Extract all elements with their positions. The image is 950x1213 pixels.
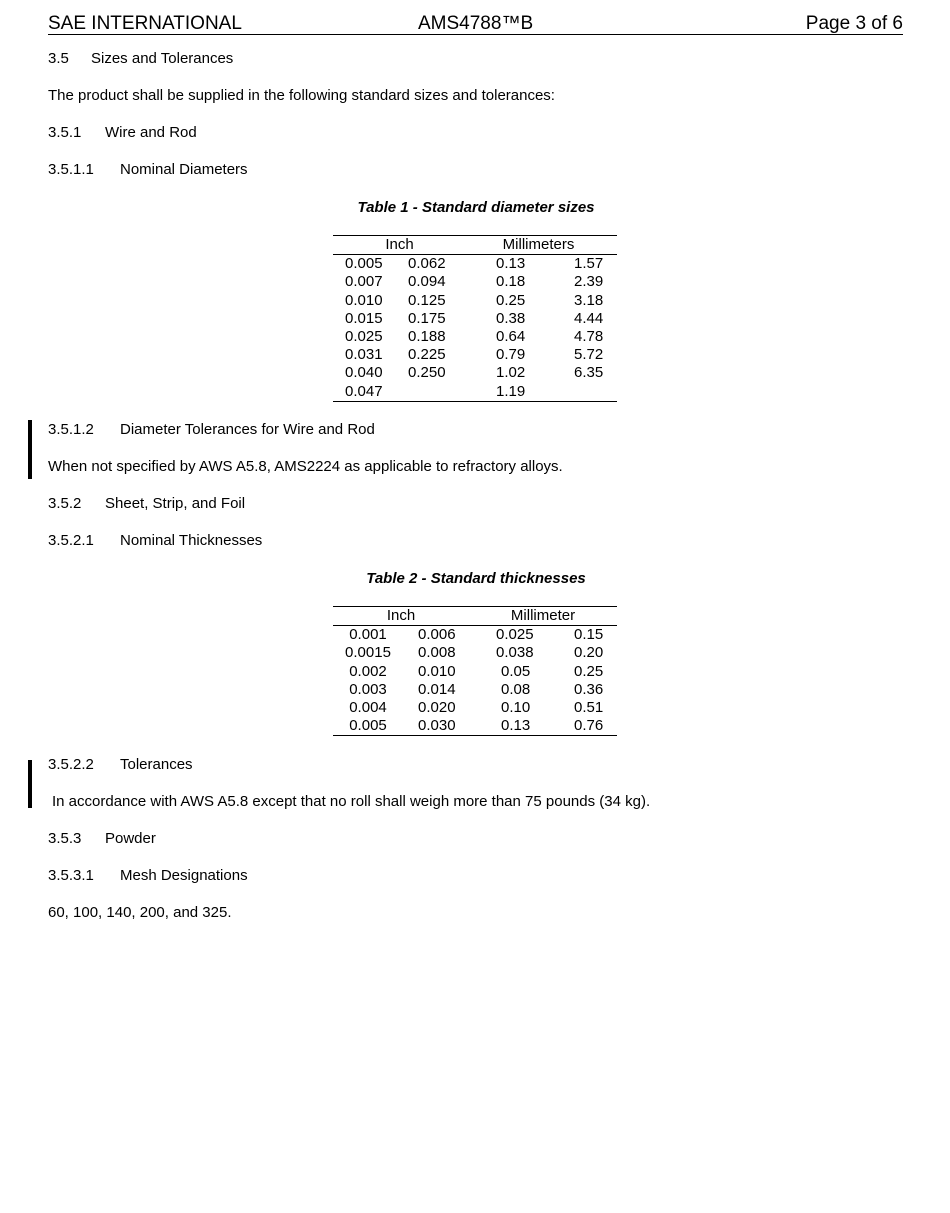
table-cell: 0.20 — [574, 644, 604, 662]
section-number: 3.5.1 — [48, 124, 82, 141]
table-cell: 0.36 — [574, 680, 604, 698]
table-cell: 1.02 — [496, 364, 526, 382]
table-cell: 0.0015 — [345, 644, 391, 662]
table-cell: 1.19 — [496, 382, 526, 400]
section-title: Nominal Diameters — [120, 161, 248, 178]
heading-3-5-1-2 — [48, 421, 375, 439]
table-cell: 0.225 — [408, 346, 446, 364]
table-row — [333, 364, 617, 382]
table-cell: 1.57 — [574, 255, 604, 273]
table-cell: 0.51 — [574, 699, 604, 717]
table-header-row — [333, 236, 617, 255]
heading-3-5 — [48, 50, 233, 68]
table-cell: 0.025 — [496, 626, 534, 644]
section-title: Sizes and Tolerances — [91, 50, 234, 67]
heading-3-5-2-1 — [48, 532, 262, 550]
table-cell: 6.35 — [574, 364, 604, 382]
table-cell: 0.008 — [418, 644, 456, 662]
revision-change-bar — [28, 420, 32, 479]
table-cell: 0.015 — [345, 309, 383, 327]
table2-standard-thicknesses — [333, 606, 617, 736]
table-cell: 0.175 — [408, 309, 446, 327]
table-cell: 0.094 — [408, 273, 446, 291]
table-row — [333, 717, 617, 736]
table-cell: 0.64 — [496, 328, 526, 346]
table-cell: 0.005 — [345, 255, 383, 273]
table-row — [333, 346, 617, 364]
table-cell: 0.250 — [408, 364, 446, 382]
column-header-millimeters: Millimeters — [502, 236, 575, 254]
paragraph-3-5-1-2: When not specified by AWS A5.8, AMS2224 as applicable to refractory alloys. — [48, 458, 563, 475]
table-cell: 0.003 — [349, 680, 387, 698]
table-cell: 0.040 — [345, 364, 383, 382]
table1-diameter-sizes — [333, 235, 617, 402]
table-row — [333, 310, 617, 328]
table-cell: 0.25 — [496, 291, 526, 309]
heading-3-5-2-2 — [48, 756, 193, 774]
paragraph-3-5-2-2: In accordance with AWS A5.8 except that no roll shall weigh more than 75 pounds (34 kg). — [52, 793, 651, 810]
section-number: 3.5.1.2 — [48, 421, 94, 438]
section-title: Powder — [105, 830, 156, 847]
section-number: 3.5.1.1 — [48, 161, 94, 178]
table-row — [333, 681, 617, 699]
table-row — [333, 626, 617, 645]
heading-3-5-1-1 — [48, 161, 248, 179]
section-title: Mesh Designations — [120, 867, 248, 884]
table-cell: 0.125 — [408, 291, 446, 309]
section-title: Wire and Rod — [105, 124, 197, 141]
table-cell: 0.038 — [496, 644, 534, 662]
paragraph-3-5-3-1: 60, 100, 140, 200, and 325. — [48, 904, 232, 921]
section-title: Nominal Thicknesses — [120, 532, 263, 549]
table-cell: 0.062 — [408, 255, 446, 273]
table-cell: 3.18 — [574, 291, 604, 309]
page-header — [48, 12, 903, 35]
table-cell: 0.005 — [349, 717, 387, 735]
table-header-row — [333, 607, 617, 626]
table-row — [333, 255, 617, 274]
table-cell: 0.014 — [418, 680, 456, 698]
table-cell: 0.25 — [574, 662, 604, 680]
table-cell: 0.38 — [496, 309, 526, 327]
table-cell: 0.007 — [345, 273, 383, 291]
heading-3-5-1 — [48, 124, 197, 142]
revision-change-bar — [28, 760, 32, 808]
table-cell: 0.13 — [496, 255, 526, 273]
column-header-inch: Inch — [385, 236, 414, 254]
table-cell: 0.031 — [345, 346, 383, 364]
section-title: Sheet, Strip, and Foil — [105, 495, 246, 512]
table-cell: 0.010 — [345, 291, 383, 309]
table2-caption: Table 2 - Standard thicknesses — [366, 570, 586, 587]
table-cell — [550, 383, 617, 402]
table-cell: 0.010 — [418, 662, 456, 680]
intro-paragraph: The product shall be supplied in the following standard sizes and tolerances: — [48, 87, 555, 104]
table-row — [333, 328, 617, 346]
table-cell: 0.13 — [501, 717, 531, 735]
header-org: SAE INTERNATIONAL — [48, 13, 242, 34]
table-cell: 0.002 — [349, 662, 387, 680]
section-title: Tolerances — [120, 756, 193, 773]
table-cell: 4.78 — [574, 328, 604, 346]
section-number: 3.5 — [48, 50, 69, 67]
table-cell: 0.79 — [496, 346, 526, 364]
heading-3-5-3 — [48, 830, 156, 848]
table-cell: 0.025 — [345, 328, 383, 346]
table-cell: 0.05 — [501, 662, 531, 680]
section-number: 3.5.3 — [48, 830, 82, 847]
header-doc-id: AMS4788™B — [418, 13, 534, 34]
column-header-inch: Inch — [386, 607, 416, 625]
table-cell: 0.030 — [418, 717, 456, 735]
table-cell: 0.047 — [345, 382, 383, 400]
table1-caption: Table 1 - Standard diameter sizes — [357, 199, 595, 216]
table-cell: 0.188 — [408, 328, 446, 346]
table-cell: 0.76 — [574, 717, 604, 735]
table-row — [333, 663, 617, 681]
section-number: 3.5.3.1 — [48, 867, 94, 884]
table-row — [333, 699, 617, 717]
section-number: 3.5.2.2 — [48, 756, 94, 773]
column-header-millimeter: Millimeter — [510, 607, 576, 625]
section-number: 3.5.2.1 — [48, 532, 94, 549]
table-cell: 2.39 — [574, 273, 604, 291]
table-row — [333, 383, 617, 402]
table-cell: 4.44 — [574, 309, 604, 327]
table-cell — [396, 383, 472, 402]
table-row — [333, 292, 617, 310]
heading-3-5-3-1 — [48, 867, 248, 885]
table-cell: 0.08 — [501, 680, 531, 698]
table-row — [333, 644, 617, 662]
table-cell: 5.72 — [574, 346, 604, 364]
table-cell: 0.15 — [574, 626, 604, 644]
header-page-number: Page 3 of 6 — [805, 13, 903, 34]
table-cell: 0.004 — [349, 699, 387, 717]
heading-3-5-2 — [48, 495, 245, 513]
table-cell: 0.10 — [501, 699, 531, 717]
table-cell: 0.020 — [418, 699, 456, 717]
section-number: 3.5.2 — [48, 495, 82, 512]
table-cell: 0.006 — [418, 626, 456, 644]
table-cell: 0.18 — [496, 273, 526, 291]
section-title: Diameter Tolerances for Wire and Rod — [120, 421, 375, 438]
table-cell: 0.001 — [349, 626, 387, 644]
table-row — [333, 273, 617, 291]
